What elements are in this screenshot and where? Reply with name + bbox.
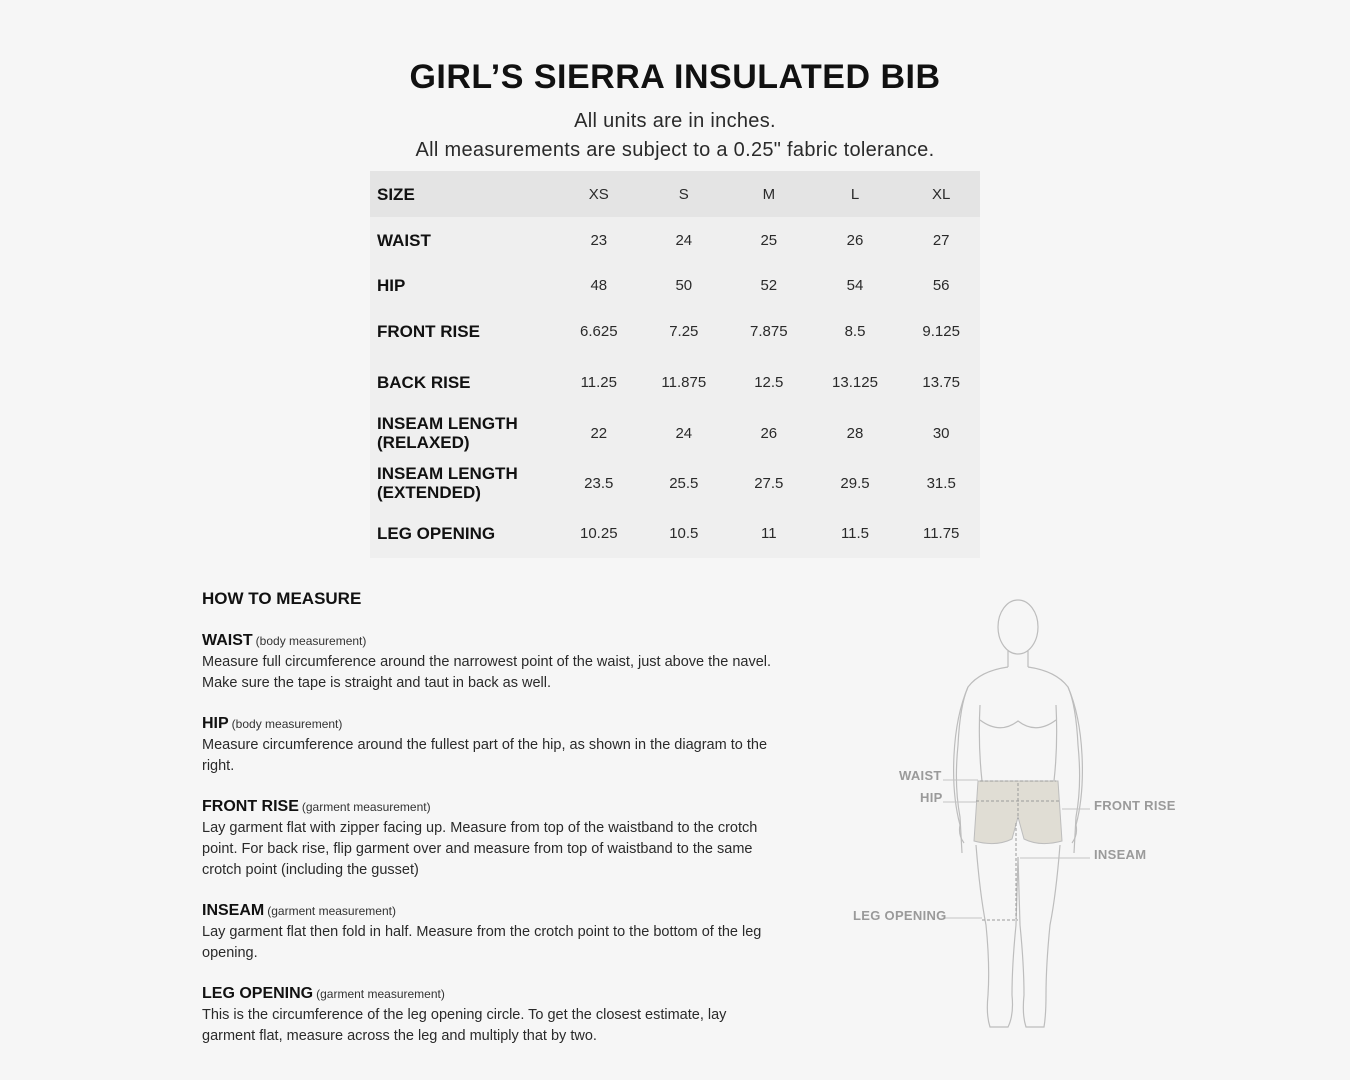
measure-item-heading [202,984,782,1004]
measure-item-heading [202,901,782,921]
table-cell: 52 [760,276,778,294]
size-xl-header: XL [932,185,951,203]
size-header: SIZE [377,184,415,204]
table-cell: 50 [675,276,693,294]
row-label [370,307,560,356]
table-cell: 24 [675,231,693,249]
table-cell: 24 [675,424,693,442]
table-cell: 56 [932,276,950,294]
measure-item-heading [202,797,782,817]
units-note: All units are in inches. [574,110,776,132]
measure-item-note: (body measurement) [255,634,367,648]
table-cell: 23 [590,231,608,249]
measure-item-name: LEG OPENING [202,985,314,1002]
row-label-text: WAIST [377,230,431,250]
table-cell: 11.75 [922,524,960,542]
row-label-text: INSEAM LENGTH [377,464,518,483]
table-row [370,356,980,408]
table-cell: 10.5 [669,524,699,542]
diagram-label-leg-opening: LEG OPENING [853,908,947,923]
table-cell: 23.5 [584,474,614,492]
row-label [370,408,560,458]
measure-item-name: WAIST [202,632,253,649]
table-cell: 25.5 [669,474,699,492]
row-label-text: BACK RISE [377,372,471,392]
measure-item-hip [202,714,782,777]
measure-item-text: Lay garment flat with zipper facing up. Measure from top of the waistband to the crotch point. For back rise, flip garment over and measure from top of waistband to the same crotch point (including the gusset) [202,820,758,878]
table-cell: 54 [846,276,864,294]
size-s-header: S [678,185,689,203]
table-row [370,508,980,558]
row-label [370,263,560,307]
table-cell: 7.875 [750,323,788,340]
row-label [370,458,560,508]
table-cell: 28 [846,424,864,442]
table-header-row [370,171,980,217]
measurement-diagram [840,595,1200,1040]
table-cell: 8.5 [844,323,866,340]
table-cell: 31.5 [926,474,956,492]
table-cell: 48 [590,276,608,294]
measure-item-note: (body measurement) [231,717,343,731]
table-cell: 11.25 [580,373,617,391]
measure-item-note: (garment measurement) [316,987,445,1001]
table-cell: 22 [590,424,608,442]
measure-item-inseam [202,901,782,964]
table-cell: 6.625 [580,323,618,340]
row-label-text: LEG OPENING [377,523,496,543]
row-label-subtext: (EXTENDED) [377,483,481,502]
table-cell: 7.25 [669,323,699,340]
size-m-header: M [762,185,776,203]
measure-item-text: Measure full circumference around the narrowest point of the waist, just above the navel. Make sure the tape is straight and taut in back as well. [202,654,772,691]
table-row [370,408,980,458]
row-label-subtext: (RELAXED) [377,433,470,452]
measure-item-text: This is the circumference of the leg opening circle. To get the closest estimate, lay garment flat, measure across the leg and multiply that by two. [202,1007,727,1044]
measure-item-name: INSEAM [202,902,265,919]
table-cell: 26 [760,424,778,442]
measure-item-leg-opening [202,984,782,1047]
tolerance-note: All measurements are subject to a 0.25" fabric tolerance. [415,139,935,161]
size-l-header: L [850,185,860,203]
table-cell: 27.5 [754,474,784,492]
table-cell: 30 [932,424,950,442]
measure-item-note: (garment measurement) [301,800,431,814]
measure-item-name: FRONT RISE [202,798,299,815]
row-label-text: HIP [377,275,406,295]
measure-item-text: Measure circumference around the fullest part of the hip, as shown in the diagram to the right. [202,737,768,774]
measure-item-heading [202,714,782,734]
table-cell: 13.125 [832,373,878,391]
table-cell: 12.5 [754,373,784,391]
how-to-measure-heading: HOW TO MEASURE [202,589,362,608]
measure-item-note: (garment measurement) [267,904,396,918]
table-cell: 27 [932,231,950,249]
row-label-text: FRONT RISE [377,322,480,341]
size-chart-table [370,171,980,558]
table-cell: 11 [761,524,777,542]
diagram-label-hip: HIP [920,790,943,805]
table-cell: 26 [846,231,864,249]
measure-item-front-rise [202,797,782,881]
table-row [370,217,980,263]
measure-item-heading [202,631,782,651]
page-title: GIRL’S SIERRA INSULATED BIB [409,58,941,96]
row-label [370,356,560,408]
table-cell: 11.5 [840,524,870,542]
diagram-label-inseam: INSEAM [1094,847,1147,862]
table-cell: 25 [760,231,778,249]
measure-item-text: Lay garment flat then fold in half. Measure from the crotch point to the bottom of the leg opening. [202,924,762,961]
size-xs-header: XS [588,185,609,203]
table-cell: 9.125 [922,323,960,340]
row-label [370,508,560,558]
diagram-label-waist: WAIST [899,768,942,783]
table-cell: 29.5 [840,474,870,492]
table-cell: 10.25 [580,524,618,542]
table-row [370,458,980,508]
diagram-label-front-rise: FRONT RISE [1094,798,1176,813]
measure-item-name: HIP [202,715,229,732]
measure-item-waist [202,631,782,694]
table-cell: 13.75 [922,373,960,391]
row-label [370,217,560,263]
row-label-text: INSEAM LENGTH [377,414,518,433]
body-figure-icon [840,595,1200,1040]
table-row [370,307,980,356]
table-row [370,263,980,307]
table-cell: 11.875 [661,373,707,391]
